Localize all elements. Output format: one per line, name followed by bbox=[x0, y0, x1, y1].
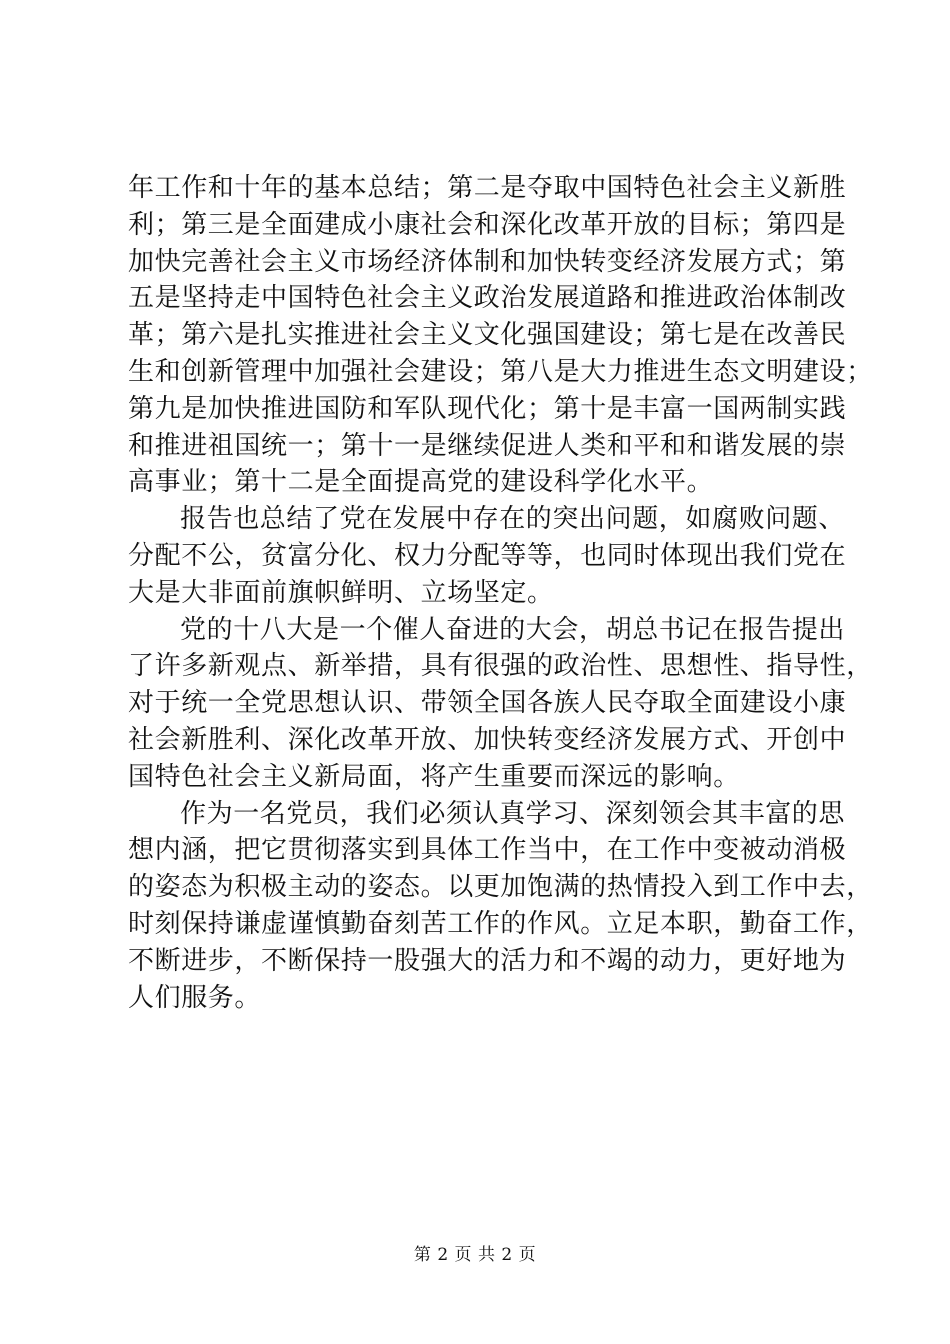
paragraph-first-line: 党的十八大是一个催人奋进的大会，胡总书记在报告提出 bbox=[180, 614, 846, 645]
text-line: 国特色社会主义新局面，将产生重要而深远的影响。 bbox=[128, 761, 740, 792]
text-line: 五是坚持走中国特色社会主义政治发展道路和推进政治体制改 bbox=[128, 283, 847, 314]
text-line: 了许多新观点、新举措，具有很强的政治性、思想性、指导性， bbox=[128, 651, 873, 682]
text-line: 革；第六是扎实推进社会主义文化强国建设；第七是在改善民 bbox=[128, 320, 847, 351]
text-line: 年工作和十年的基本总结；第二是夺取中国特色社会主义新胜 bbox=[128, 173, 847, 203]
paragraph-first-line: 作为一名党员，我们必须认真学习、深刻领会其丰富的思 bbox=[180, 798, 846, 829]
text-line: 不断进步，不断保持一股强大的活力和不竭的动力，更好地为 bbox=[128, 945, 847, 976]
text-line: 加快完善社会主义市场经济体制和加快转变经济发展方式；第 bbox=[128, 246, 847, 277]
text-line: 大是大非面前旗帜鲜明、立场坚定。 bbox=[128, 577, 554, 608]
page-number-footer: 第 2 页 共 2 页 bbox=[413, 1245, 537, 1265]
text-line: 的姿态为积极主动的姿态。以更加饱满的热情投入到工作中去， bbox=[128, 872, 873, 903]
text-line: 和推进祖国统一；第十一是继续促进人类和平和和谐发展的崇 bbox=[128, 430, 847, 461]
text-line: 人们服务。 bbox=[128, 982, 262, 1013]
text-line: 时刻保持谦虚谨慎勤奋刻苦工作的作风。立足本职，勤奋工作， bbox=[128, 908, 873, 939]
text-line: 想内涵，把它贯彻落实到具体工作当中，在工作中变被动消极 bbox=[128, 835, 847, 866]
document-body bbox=[128, 170, 873, 1016]
text-line: 高事业；第十二是全面提高党的建设科学化水平。 bbox=[128, 467, 714, 498]
text-line: 分配不公，贫富分化、权力分配等等，也同时体现出我们党在 bbox=[128, 540, 847, 571]
paragraph-first-line: 报告也总结了党在发展中存在的突出问题，如腐败问题、 bbox=[180, 504, 846, 535]
text-line: 对于统一全党思想认识、带领全国各族人民夺取全面建设小康 bbox=[128, 688, 847, 719]
text-line: 利；第三是全面建成小康社会和深化改革开放的目标；第四是 bbox=[128, 209, 847, 240]
text-line: 社会新胜利、深化改革开放、加快转变经济发展方式、开创中 bbox=[128, 724, 847, 755]
text-line: 生和创新管理中加强社会建设；第八是大力推进生态文明建设； bbox=[128, 356, 873, 387]
text-line: 第九是加快推进国防和军队现代化；第十是丰富一国两制实践 bbox=[128, 393, 847, 424]
